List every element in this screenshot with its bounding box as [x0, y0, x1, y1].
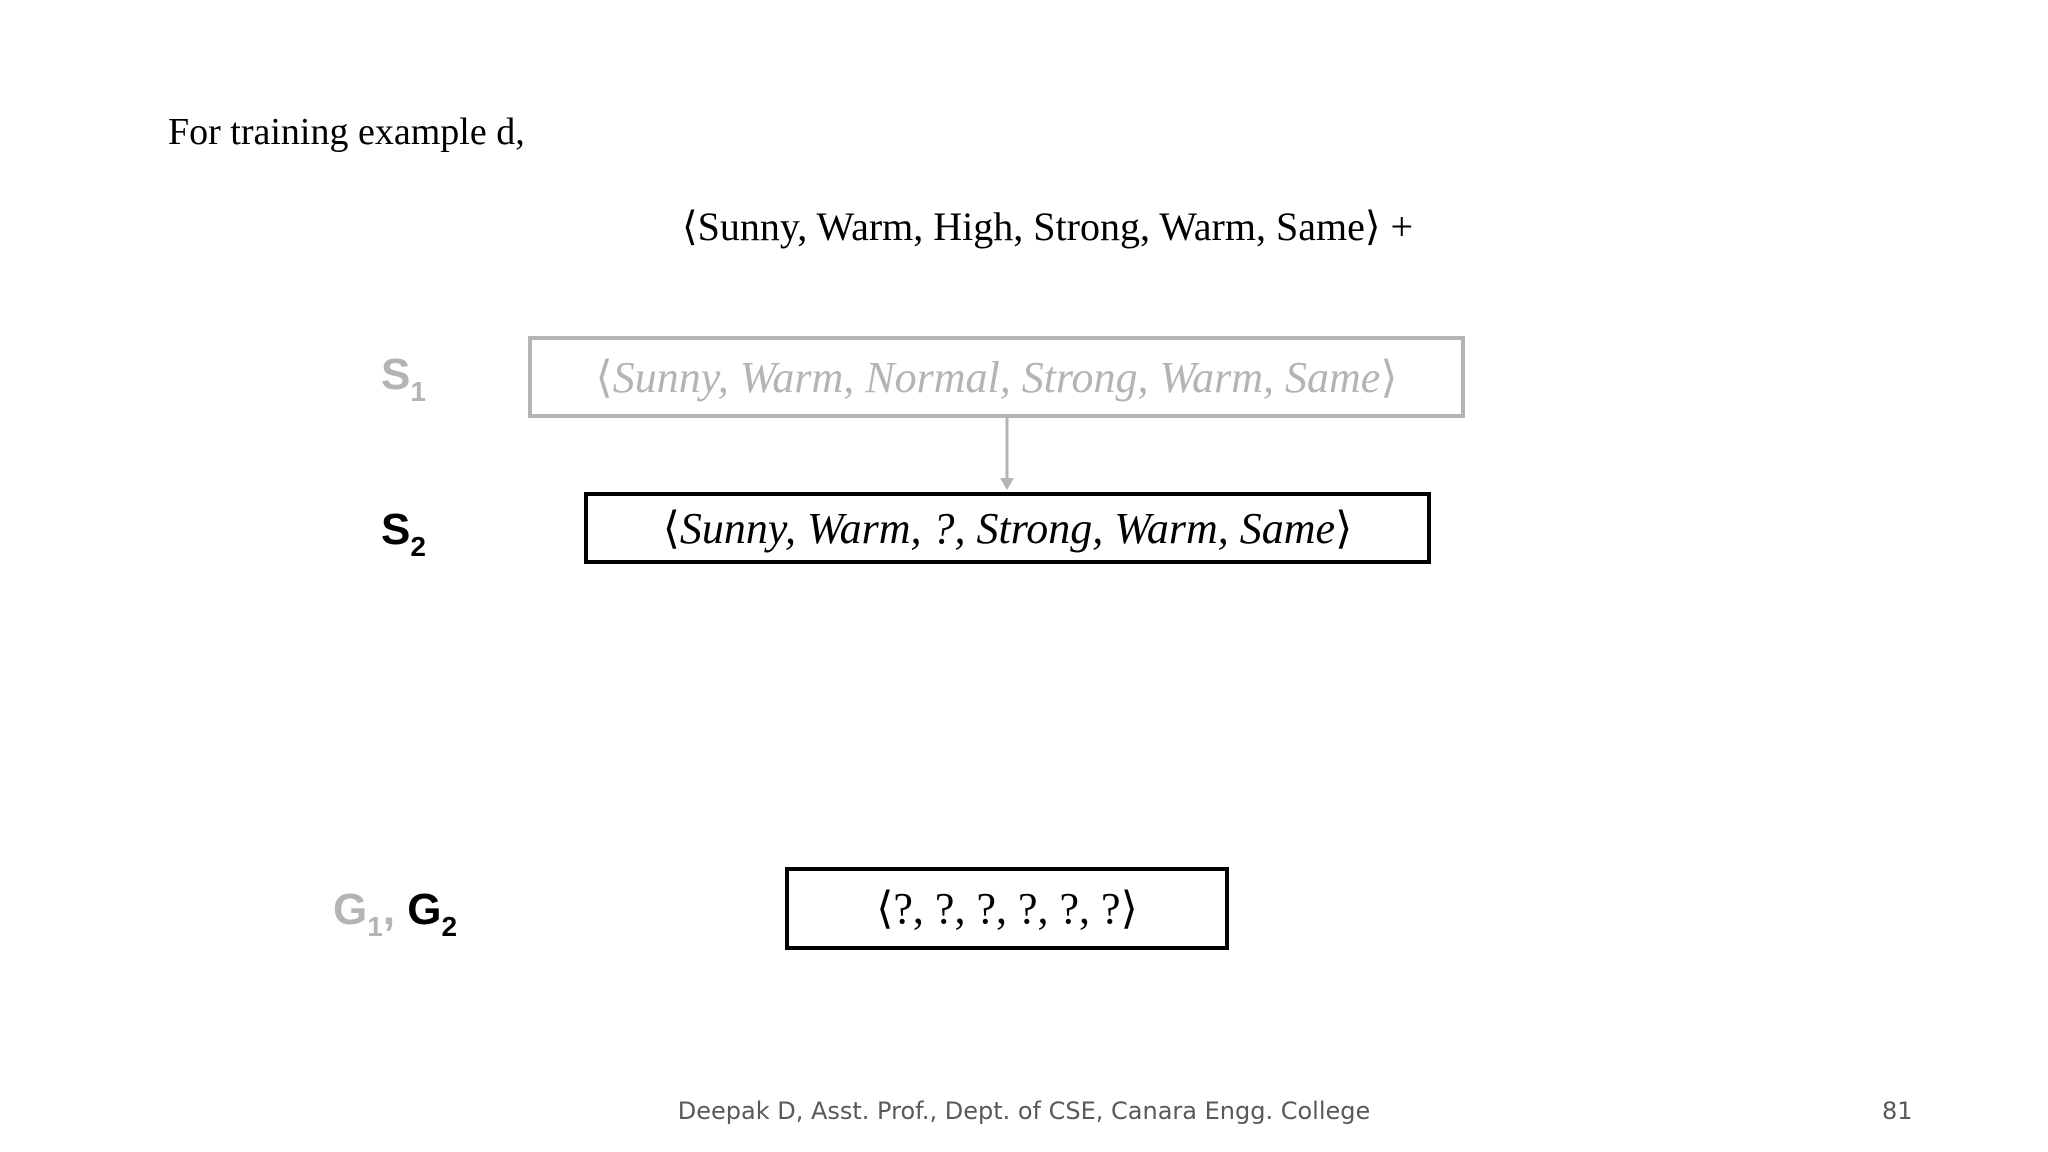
footer-text: Deepak D, Asst. Prof., Dept. of CSE, Canara Engg. College [677, 1097, 1371, 1125]
arrow-head [1000, 478, 1014, 490]
s1-name: S [381, 350, 411, 399]
g-hypothesis: ?, ?, ?, ?, ?, ? [893, 884, 1121, 933]
s2-open-bracket: ⟨ [662, 503, 680, 553]
g2-label [407, 885, 458, 942]
g2-subscript: 2 [441, 911, 458, 942]
s2-label [381, 505, 426, 563]
s2-subscript: 2 [410, 531, 426, 562]
g-close-bracket: ⟩ [1120, 884, 1138, 933]
g-open-bracket: ⟨ [876, 884, 894, 933]
s2-name: S [381, 505, 411, 554]
example-label: + [1380, 204, 1414, 249]
s1-hypothesis: Sunny, Warm, Normal, Strong, Warm, Same [612, 352, 1381, 402]
g-separator: , [382, 885, 408, 934]
s1-subscript: 1 [410, 376, 426, 407]
g1-subscript: 1 [367, 911, 383, 942]
page-number: 81 [1882, 1097, 1913, 1125]
s1-close-bracket: ⟩ [1380, 352, 1398, 402]
g1-label [333, 885, 408, 942]
g-label [333, 885, 457, 943]
example-close-bracket: ⟩ [1364, 204, 1381, 249]
s2-close-bracket: ⟩ [1335, 503, 1353, 553]
s2-hypothesis-box [584, 492, 1431, 564]
intro-text: For training example d, [168, 111, 525, 153]
g1-name: G [333, 885, 368, 934]
g-hypothesis-box [785, 867, 1229, 950]
example-attributes: Sunny, Warm, High, Strong, Warm, Same [697, 204, 1365, 249]
s1-open-bracket: ⟨ [595, 352, 613, 402]
g2-name: G [407, 885, 442, 934]
example-open-bracket: ⟨ [682, 204, 698, 249]
s2-hypothesis: Sunny, Warm, ?, Strong, Warm, Same [679, 503, 1336, 553]
